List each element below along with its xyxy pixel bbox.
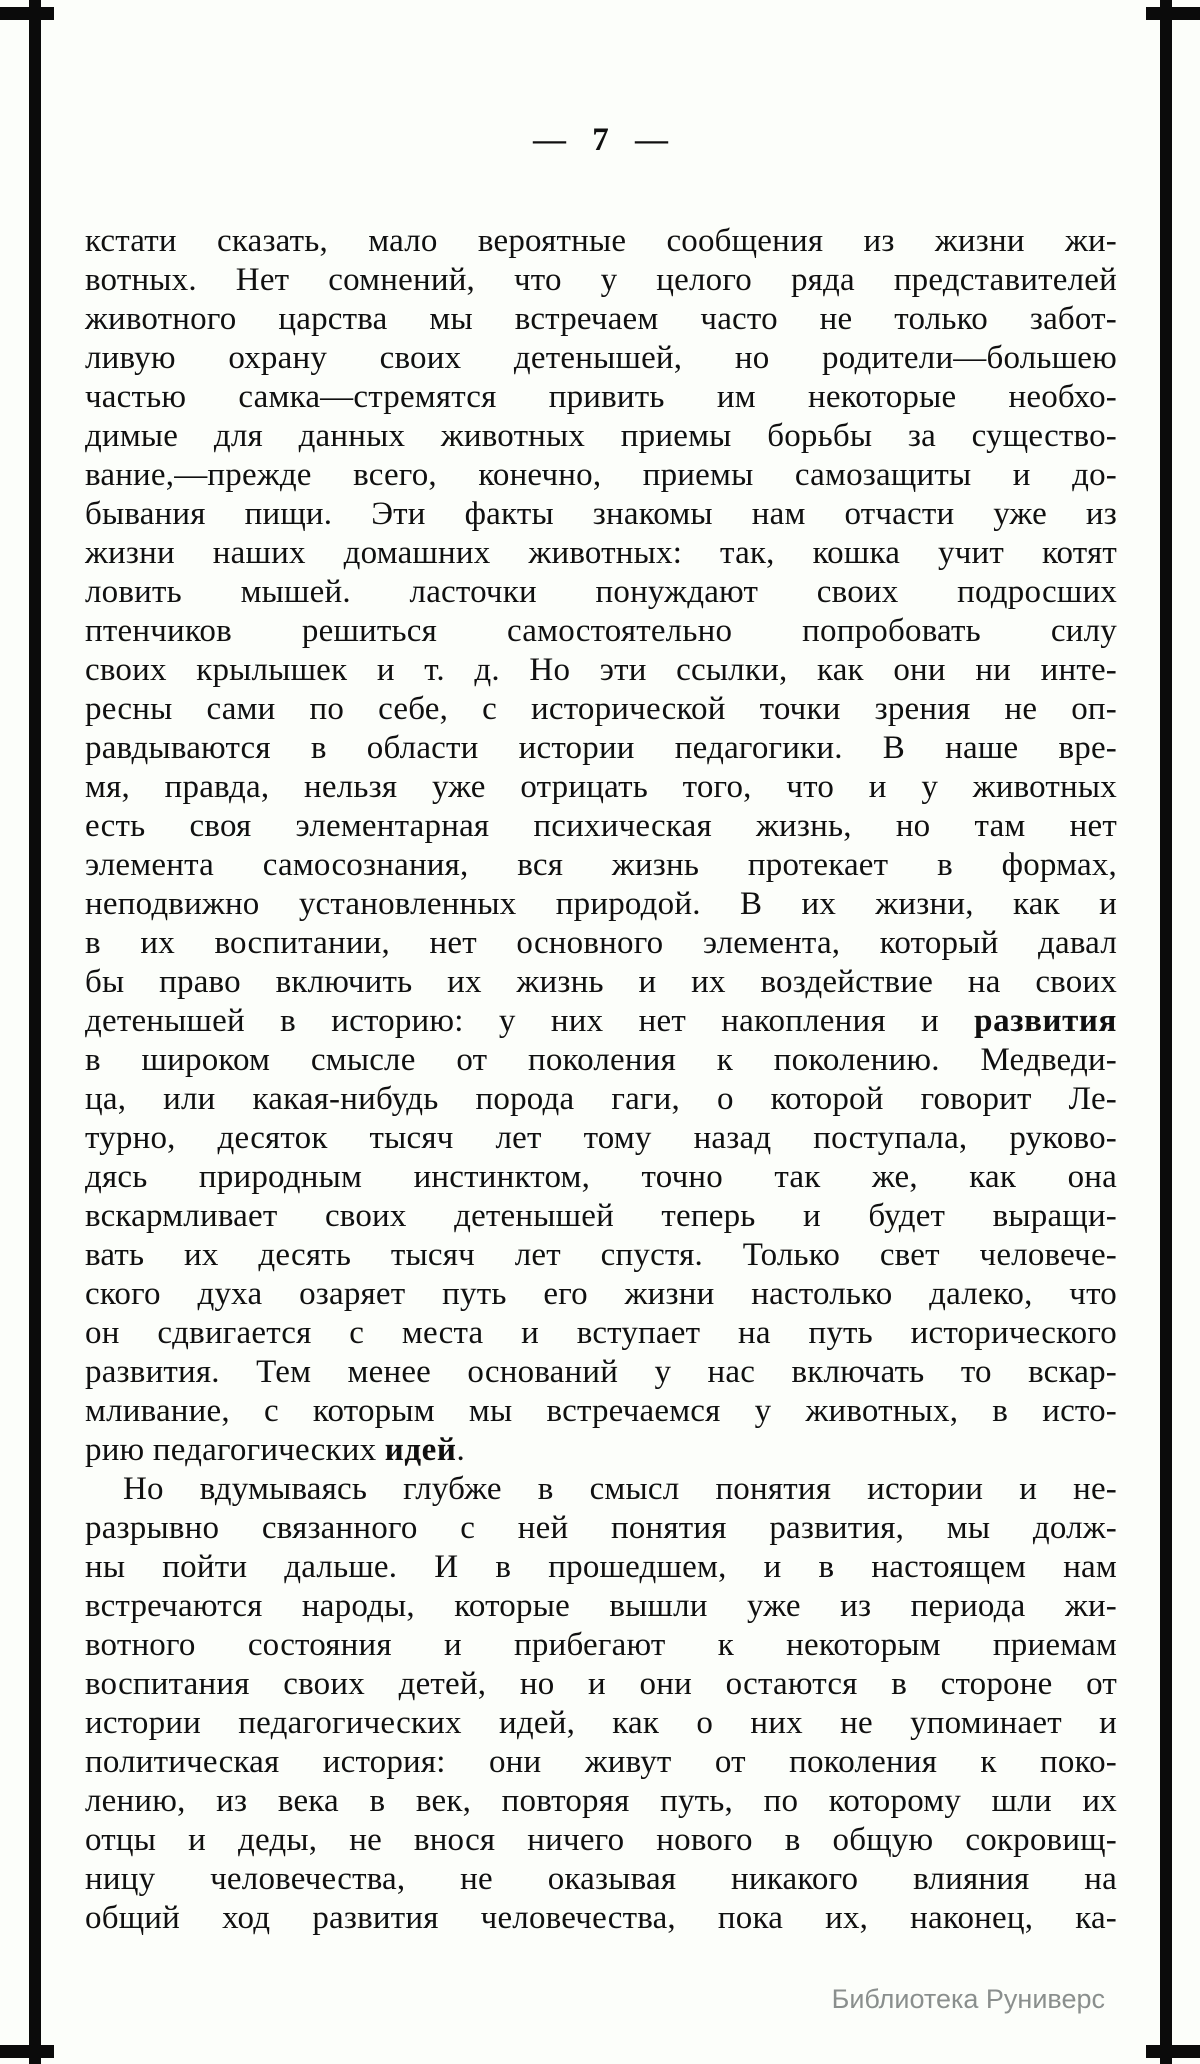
text-line: детенышей в историю: у них нет накопления и развития xyxy=(85,1003,1117,1039)
text-line: ны пойти дальше. И в прошедшем, и в настоящем нам xyxy=(85,1549,1117,1585)
text-line: вотного состояния и прибегают к некоторым приемам xyxy=(85,1627,1117,1663)
text-line: рию педагогических идей. xyxy=(85,1432,465,1468)
text-line: вать их десять тысяч лет спустя. Только свет человече- xyxy=(85,1237,1117,1273)
text-line: бы право включить их жизнь и их воздействие на своих xyxy=(85,964,1117,1000)
text-line: ливую охрану своих детенышей, но родители—большею xyxy=(85,340,1117,376)
scan-corner-top-left xyxy=(0,7,54,20)
scan-corner-bottom-right xyxy=(1146,2045,1200,2058)
text-line: разрывно связанного с ней понятия развития, мы долж- xyxy=(85,1510,1117,1546)
text-line: частью самка—стремятся привить им некоторые необхо- xyxy=(85,379,1117,415)
text-line: дясь природным инстинктом, точно так же, как она xyxy=(85,1159,1117,1195)
text-line: турно, десяток тысяч лет тому назад поступала, руково- xyxy=(85,1120,1117,1156)
text-line: ца, или какая-нибудь порода гаги, о которой говорит Ле- xyxy=(85,1081,1117,1117)
text-line: вотных. Нет сомнений, что у целого ряда представителей xyxy=(85,262,1117,298)
text-line: ловить мышей. ласточки понуждают своих подросших xyxy=(85,574,1117,610)
text-line: в широком смысле от поколения к поколению. Медведи- xyxy=(85,1042,1117,1078)
text-line: он сдвигается с места и вступает на путь исторического xyxy=(85,1315,1117,1351)
text-line: вание,—прежде всего, конечно, приемы самозащиты и до- xyxy=(85,457,1117,493)
library-watermark: Библиотека Руниверс xyxy=(831,1984,1105,2014)
scan-corner-top-right xyxy=(1146,7,1200,20)
text-line: вскармливает своих детенышей теперь и будет выращи- xyxy=(85,1198,1117,1234)
text-line: птенчиков решиться самостоятельно попробовать силу xyxy=(85,613,1117,649)
text-line: ресны сами по себе, с исторической точки зрения не оп- xyxy=(85,691,1117,727)
text-line: в их воспитании, нет основного элемента, который давал xyxy=(85,925,1117,961)
text-line: мя, правда, нельзя уже отрицать того, что и у животных xyxy=(85,769,1117,805)
text-line: неподвижно установленных природой. В их жизни, как и xyxy=(85,886,1117,922)
scan-edge-left-bar xyxy=(29,0,41,2064)
text-line: Но вдумываясь глубже в смысл понятия истории и не- xyxy=(123,1471,1117,1507)
text-line: ского духа озаряет путь его жизни настолько далеко, что xyxy=(85,1276,1117,1312)
text-line: жизни наших домашних животных: так, кошка учит котят xyxy=(85,535,1117,571)
page-number: — 7 — xyxy=(533,122,669,158)
text-line: встречаются народы, которые вышли уже из периода жи- xyxy=(85,1588,1117,1624)
text-line: отцы и деды, не внося ничего нового в общую сокровищ- xyxy=(85,1822,1117,1858)
text-line: равдываются в области истории педагогики. В наше вре- xyxy=(85,730,1117,766)
text-line: общий ход развития человечества, пока их, наконец, ка- xyxy=(85,1900,1117,1936)
scan-edge-right-bar xyxy=(1160,0,1172,2064)
text-line: лению, из века в век, повторяя путь, по которому шли их xyxy=(85,1783,1117,1819)
text-line: элемента самосознания, вся жизнь протекает в формах, xyxy=(85,847,1117,883)
text-line: димые для данных животных приемы борьбы за существо- xyxy=(85,418,1117,454)
text-line: политическая история: они живут от поколения к поко- xyxy=(85,1744,1117,1780)
text-block xyxy=(85,222,1117,1938)
scan-corner-bottom-left xyxy=(0,2045,54,2058)
paragraph xyxy=(85,222,1117,1470)
text-line: кстати сказать, мало вероятные сообщения из жизни жи- xyxy=(85,223,1117,259)
text-line: животного царства мы встречаем часто не только забот- xyxy=(85,301,1117,337)
text-line: есть своя элементарная психическая жизнь, но там нет xyxy=(85,808,1117,844)
text-line: ницу человечества, не оказывая никакого влияния на xyxy=(85,1861,1117,1897)
paragraph xyxy=(85,1470,1117,1938)
text-line: развития. Тем менее оснований у нас включать то вскар- xyxy=(85,1354,1117,1390)
text-line: воспитания своих детей, но и они остаются в стороне от xyxy=(85,1666,1117,1702)
text-line: истории педагогических идей, как о них не упоминает и xyxy=(85,1705,1117,1741)
text-line: бывания пищи. Эти факты знакомы нам отчасти уже из xyxy=(85,496,1117,532)
text-line: мливание, с которым мы встречаемся у животных, в исто- xyxy=(85,1393,1117,1429)
text-line: своих крылышек и т. д. Но эти ссылки, как они ни инте- xyxy=(85,652,1117,688)
